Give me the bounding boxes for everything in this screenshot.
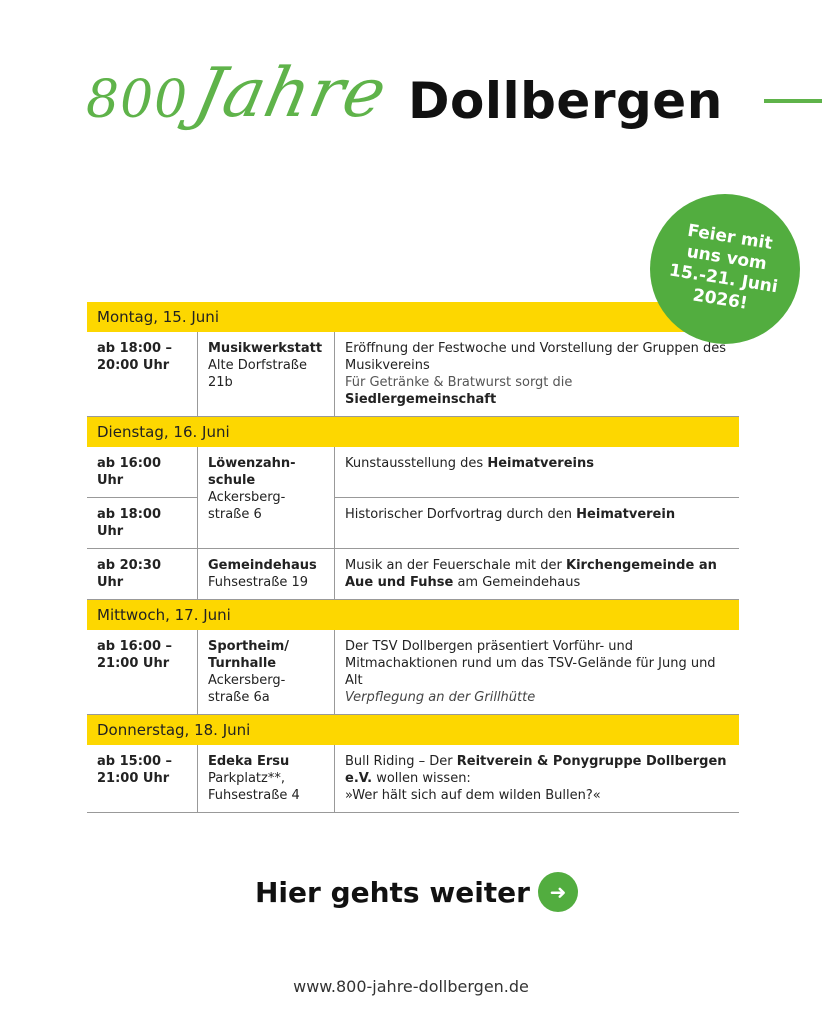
table-row [87,630,739,715]
event-description [335,498,739,548]
header-accent-line [764,99,822,103]
event-description [335,745,739,812]
title-place: Dollbergen [408,72,723,130]
event-time: ab 20:30 Uhr [87,549,198,599]
event-place [198,630,335,714]
event-time: ab 18:00 – 20:00 Uhr [87,332,198,416]
event-place [198,549,335,599]
event-description-text: wollen wissen: [372,771,471,786]
event-description-text: Kunstausstellung des [345,456,488,471]
event-place-name: Sportheim/ Turnhalle [208,639,290,671]
event-place-address: Alte Dorfstraße 21b [208,358,307,390]
website-url[interactable]: www.800-jahre-dollbergen.de [293,977,529,996]
event-description-host: Reitverein & Ponygruppe Dollbergen e.V. [345,754,727,786]
event-description-note: Verpflegung an der Grillhütte [345,690,536,705]
event-time: ab 15:00 – 21:00 Uhr [87,745,198,812]
event-place-name: Musikwerkstatt [208,341,323,356]
table-row [87,549,739,600]
title-script-word: Jahre [187,54,394,133]
event-description-note: Für Getränke & Bratwurst sorgt die [345,375,573,390]
event-place [198,332,335,416]
event-description-host: Heimatverein [576,507,676,522]
day-header-monday: Montag, 15. Juni [87,302,739,332]
event-descriptions [335,447,739,548]
day-header-tuesday: Dienstag, 16. Juni [87,417,739,447]
event-place-address: Fuhsestraße 19 [208,575,309,590]
arrow-right-icon[interactable]: ➜ [538,872,578,912]
event-description-main: Eröffnung der Festwoche und Vorstellung der Gruppen des Musikvereins [345,341,727,373]
event-description-host: Siedlergemeinschaft [345,392,497,407]
schedule-table [87,302,739,813]
event-description-quote: »Wer hält sich auf dem wilden Bullen?« [345,788,601,803]
event-time: ab 16:00 – 21:00 Uhr [87,630,198,714]
table-row [87,332,739,417]
date-badge [650,194,800,344]
event-place-address: Ackersberg- straße 6a [208,673,286,705]
day-header-thursday: Donnerstag, 18. Juni [87,715,739,745]
event-description-text: Bull Riding – Der [345,754,457,769]
event-place-name: Edeka Ersu [208,754,290,769]
continue-link[interactable] [255,872,578,912]
event-time: ab 18:00 Uhr [97,507,161,539]
event-place [198,745,335,812]
event-description [335,549,739,599]
title-number: 800 [86,70,189,130]
date-badge-text: Feier mit uns vom 15.-21. Juni 2026! [667,220,780,314]
event-description [335,630,739,714]
event-place-name: Löwenzahn- schule [208,456,296,488]
event-description-main: Der TSV Dollbergen präsentiert Vorführ- und Mitmachaktionen rund um das TSV-Gelände für Jung und Alt [345,639,716,688]
event-place-address: Ackersberg- straße 6 [208,490,286,522]
event-description-text: Historischer Dorfvortrag durch den [345,507,577,522]
table-row [87,447,739,549]
table-row [87,745,739,813]
continue-label: Hier gehts weiter [255,875,530,909]
event-place-name: Gemeindehaus [208,558,317,573]
event-place [198,447,335,548]
day-header-wednesday: Mittwoch, 17. Juni [87,600,739,630]
event-description-host: Kirchengemeinde an Aue und Fuhse [345,558,717,590]
event-description-text: am Gemeindehaus [453,575,581,590]
event-time: ab 16:00 Uhr [87,447,197,498]
event-description [335,332,739,416]
header [0,0,822,170]
event-times [87,447,198,548]
event-place-address: Parkplatz**, Fuhsestraße 4 [208,771,300,803]
event-description-host: Heimatvereins [487,456,594,471]
event-description [335,447,739,498]
event-description-text: Musik an der Feuerschale mit der [345,558,567,573]
